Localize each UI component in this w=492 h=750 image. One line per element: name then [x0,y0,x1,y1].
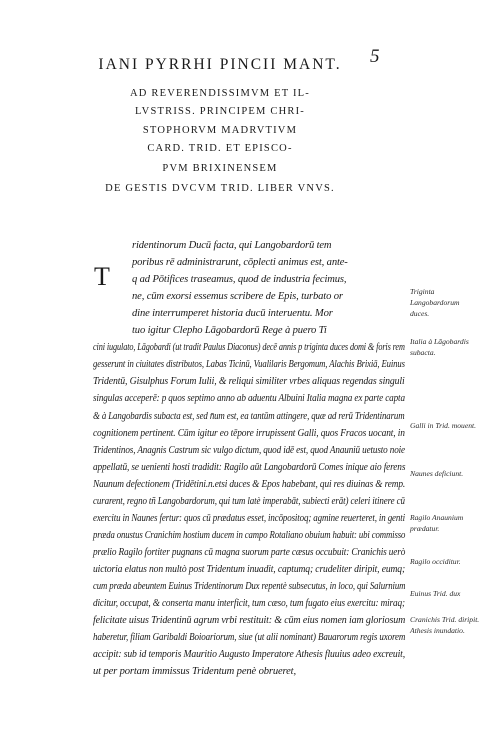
text-line: dicitur, occupat, & conserta manu interficit, tum cæso, tum fugato eius exercitu: miraq; [93,598,405,610]
dedication-line: LVSTRISS. PRINCIPEM CHRI- [135,106,305,117]
text-line: ne, cūm exorsi essemus scribere de Epis, turbato or [132,291,343,303]
title-author: IANI PYRRHI PINCII MANT. [98,56,342,73]
text-line: & à Langobardis subacta est, sed n̄um est, ea tantūm attingere, quæ ad rerū Tridentinarum [93,410,405,422]
text-line: accipit: sub id temporis Mauritio Augusto Imperatore Athesis fluuius adeo excreuit, [93,649,406,661]
dedication-line: PVM BRIXINENSEM [162,163,278,174]
dedication-line: STOPHORVM MADRVTIVM [142,125,298,136]
text-line: ridentinorum Ducū facta, qui Langobardorū tem [132,240,332,251]
text-line: gesserunt in ciuitates distributos, Labas Ticinū, Vualilaris Bergomum, Alachis Brixiā, Euinus [93,359,405,371]
text-line: q ad Pōtifices traseamus, quod de industria fecimus, [132,274,347,286]
text-line: ut per portam immissus Tridentum penè obrueret, [93,666,296,678]
text-line: Tridentū, Gisulphus Forum Iulii, & reliqui similiter vrbes aliquas regendas singuli [93,376,405,388]
marginal-note: Euinus Trid. dux [410,589,461,598]
drop-cap: T [94,262,110,291]
marginal-note: Ragilo occiditur. [410,557,461,566]
page-number: 5 [370,46,380,67]
marginal-note: Italia à Lāgobardis subacta. [410,337,469,357]
text-line: Naunum defectionem (Tridētini.n.etsi duces & Epos habebant, qui res diuinas & remp. [93,478,406,490]
text-line: uictoria elatus non multò post Tridentum inuadit, captumq; crudeliter diripit, eumq; [93,563,406,575]
text-line: cognitionem pertinent. Cūm igitur eo tēpore irrupissent Galli, quos Fracos uocant, in [93,427,405,439]
dedication-line: CARD. TRID. ET EPISCO- [147,143,293,154]
text-line: præda onustus Cranichim hostium ducem in campo Rotaliano obuium habuit: ubi commisso [93,529,406,541]
text-line: Tridentinos, Anagnis Castrum sic vulgo dictum, quod idē est, quod Anauniū uetusto noie [93,444,405,456]
text-line: felicitate uisus Tridentinū agrum vrbi restituit: & cūm eius nomen iam gloriosum [93,615,406,627]
book-subtitle: DE GESTIS DVCVM TRID. LIBER VNVS. [105,183,335,194]
text-line: dine interrumperet historia ducū interuentu. Mor [132,308,333,320]
text-line: appellatū, se uenienti hosti tradidit: Ragilo aūt Langobardorū Comes inique aio ferens [93,461,406,473]
text-line: exercitu in Naunes fertur: quos cū prædatus esset, incōpositoq; agmine reuerteret, in genti [93,512,405,524]
text-line: haberetur, filiam Garibaldi Boioariorum, siue (ut alii nominant) Bauarorum regis uxorem [93,632,406,644]
marginal-note: Ragilo Anaunium prædatur. [410,513,464,533]
text-line: tuo igitur Clepho Lāgobardorū Rege à puero Ti [132,325,327,337]
dedication-line: AD REVERENDISSIMVM ET IL- [129,88,310,99]
text-line: cini iugulato, Lāgobardi (ut tradit Paulus Diaconus) decē annis p triginta duces domi & foris rem [93,342,405,354]
marginal-note: Naunes deficiunt. [410,469,464,478]
marginal-note: Cranichis Trid. diripit. Athesis inundatio. [410,615,480,635]
text-line: prælio Ragilo fortiter pugnans cū magna suorum parte cæsus occubuit: Cranichis uerò [93,546,406,558]
text-line: singulas acceperē: p quos septimo anno ab aduentu Albuini Italia magna ex parte capta [93,393,405,405]
text-line: curarent, regno tñ Langobardorum, qui tum latè imperabāt, subiecti erāt) celeri itinere cū [93,495,405,507]
text-line: poribus rē administrarunt, cōplecti animus est, ante- [132,257,348,269]
text-line: cum præda abeuntem Euinus Tridentinorum Dux repentè subsecutus, in loco, qui Salurnium [93,581,406,592]
marginal-note: Triginta Langobardorum duces. [410,287,460,318]
marginal-note: Galli in Trid. mouent. [410,421,477,430]
